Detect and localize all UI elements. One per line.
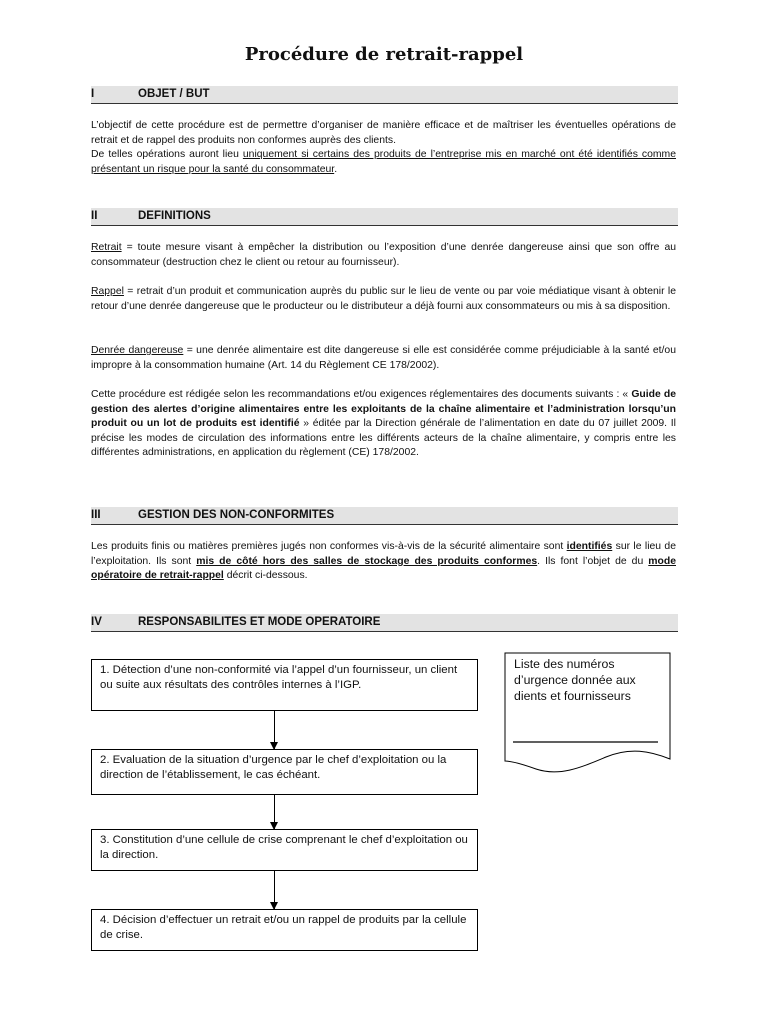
ref-guide-title: Guide de gestion des alertes d’origine alimentaires entre les exploitants de la chaîne alimentaire et l’administration lorsqu’un produit ou un lot de produits est identifié [91, 389, 676, 430]
section-header-definitions [91, 208, 678, 226]
flow-arrow [274, 795, 275, 829]
gestion-identifies: identifiés [566, 541, 613, 552]
flow-arrow [274, 871, 275, 909]
flow-step-1: 1. Détection d’une non-conformité via l’appel d’un fournisseur, un client ou suite aux résultats des contrôles internes à l’IGP. [91, 659, 478, 711]
gestion-mis-de-cote: mis de côté hors des salles de stockage des produits conformes [196, 555, 538, 567]
ref-text-c: » éditée par la Direction générale de l’alimentation en date du 07 juillet 2009. Il précise les modes de circulation des informations entre les différents acteurs de la chaîne alimentaire, y compris entre les différentes administrations, en application du règlement (CE) 178/2002. [91, 418, 676, 459]
flow-arrow [274, 711, 275, 749]
section-header-gestion [91, 507, 678, 525]
ref-text-a: Cette procédure est rédigée selon les recommandations et/ou exigences réglementaires des documents suivants : « [91, 389, 632, 400]
section-number: III [91, 509, 101, 521]
gestion-paragraph [91, 540, 676, 584]
gestion-c: sur le lieu de l’exploitation. Ils sont [91, 541, 676, 567]
references-paragraph [91, 388, 676, 461]
section-number: I [91, 88, 95, 100]
section-title: OBJET / BUT [138, 88, 210, 100]
section-number: IV [91, 616, 102, 628]
section-title: GESTION DES NON-CONFORMITES [138, 509, 335, 521]
def-retrait: = toute mesure visant à empêcher la distribution ou l’exposition d’une denrée dangereuse ainsi que son offre au consommateur (destruction chez le client ou retour au fournisseur). [91, 242, 676, 268]
term-rappel: Rappel [91, 286, 124, 297]
term-retrait: Retrait [91, 242, 122, 253]
flow-step-3: 3. Constitution d’une cellule de crise comprenant le chef d’exploitation ou la direction. [91, 829, 478, 871]
objet-text-1: L’objectif de cette procédure est de permettre d’organiser de manière efficace et de maîtriser les éventuelles opérations de retrait et de rappel des produits non conformes auprès des clients. [91, 120, 676, 146]
section-header-objet [91, 86, 678, 104]
page-title: Procédure de retrait-rappel [244, 44, 524, 65]
gestion-g: décrit ci-dessous. [223, 570, 308, 582]
section-number: II [91, 210, 98, 222]
flow-step-2: 2. Evaluation de la situation d’urgence par le chef d’exploitation ou la direction de l’établissement, le cas échéant. [91, 749, 478, 795]
flow-step-4: 4. Décision d’effectuer un retrait et/ou un rappel de produits par la cellule de crise. [91, 909, 478, 951]
definition-rappel [91, 285, 676, 314]
section-title: RESPONSABILITES ET MODE OPERATOIRE [138, 616, 381, 628]
definition-retrait [91, 241, 676, 270]
gestion-a: Les produits finis ou matières premières jugés non conformes vis-à-vis de la sécurité alimentaire sont [91, 541, 567, 552]
gestion-mode-operatoire: mode opératoire de retrait-rappel [91, 555, 676, 582]
definition-denree [91, 344, 676, 373]
section-header-responsabilites [91, 614, 678, 632]
objet-paragraph [91, 119, 676, 177]
objet-text-2-underlined: uniquement si certains des produits de l’entreprise mis en marché ont été identifiés comme présentant un risque pour la santé du consommateur [91, 149, 676, 175]
objet-text-2-end: . [334, 163, 338, 175]
term-denree: Denrée dangereuse [91, 345, 184, 356]
gestion-e: . Ils font l’objet de du [537, 555, 649, 567]
def-rappel: = retrait d’un produit et communication auprès du public sur le lieu de vente ou par voie médiatique visant à obtenir le retour d’une denrée dangereuse que le producteur ou le distributeur a déjà fourni aux consommateurs ou mis à sa disposition. [91, 286, 676, 312]
document-note: Liste des numéros d’urgence donnée aux dients et fournisseurs [514, 657, 636, 703]
objet-text-2: De telles opérations auront lieu [91, 149, 243, 161]
def-denree: = une denrée alimentaire est dite dangereuse si elle est considérée comme préjudiciable à la santé et/ou impropre à la consommation humaine (Art. 14 du Règlement CE 178/2002). [91, 345, 676, 371]
section-title: DEFINITIONS [138, 210, 211, 222]
